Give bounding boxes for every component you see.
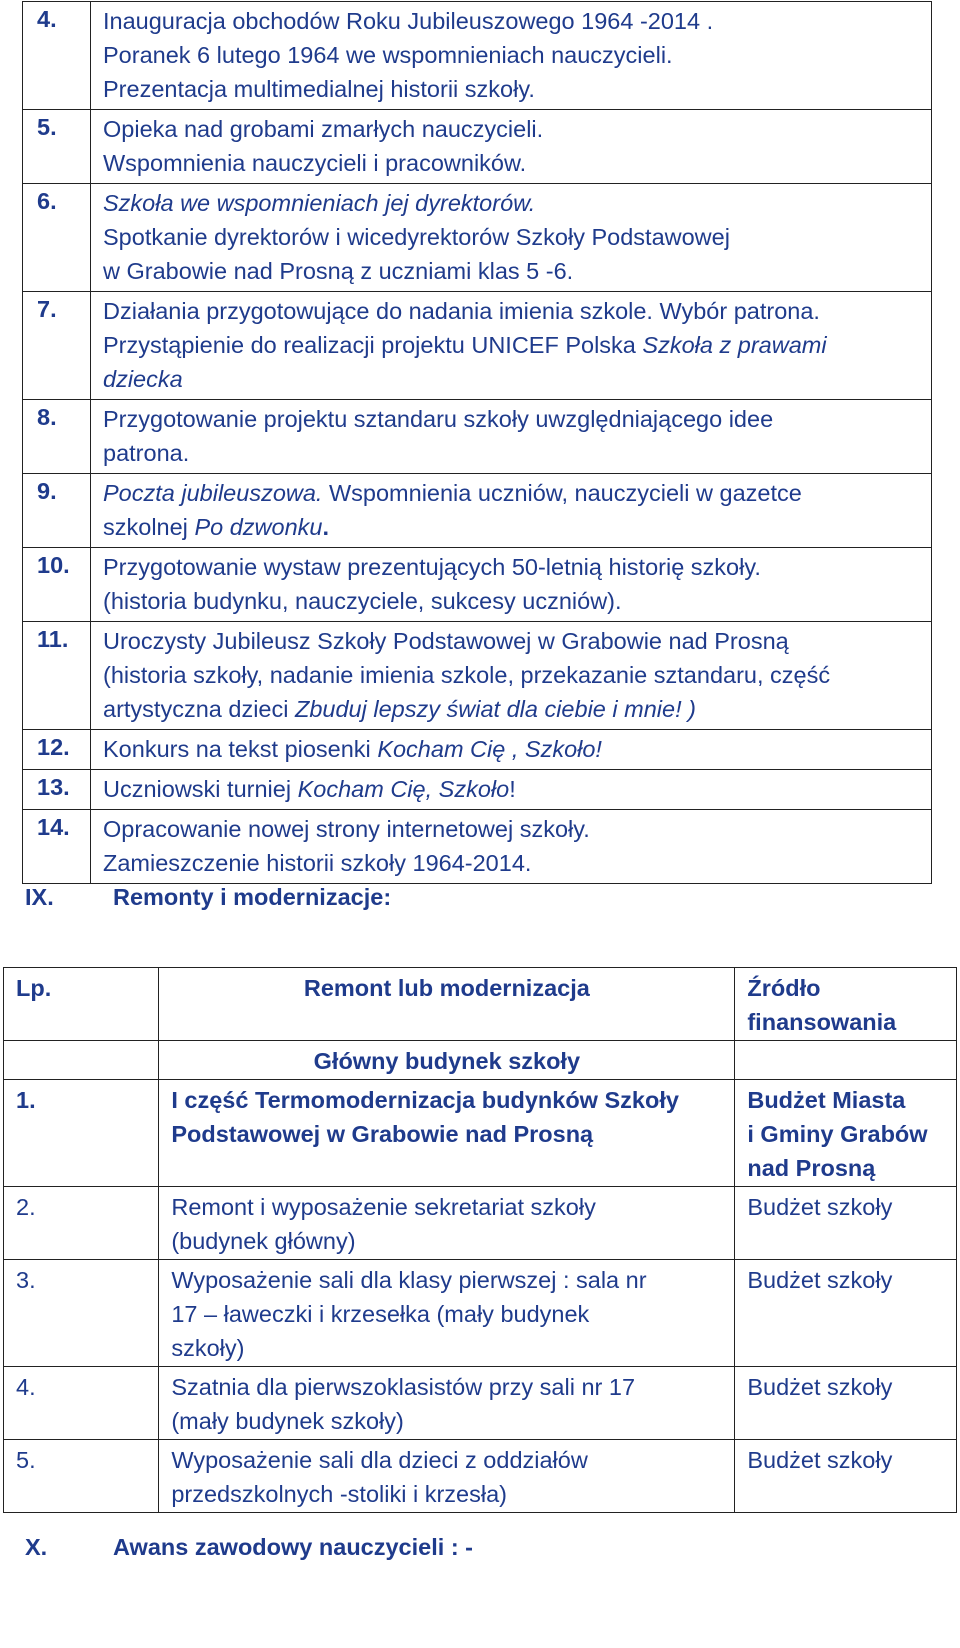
event-line: [103, 328, 919, 362]
event-text-segment: Szkoła we wspomnieniach jej dyrektorów.: [103, 190, 536, 216]
event-text-segment: Uroczysty Jubileusz Szkoły Podstawowej w Grabowie nad Prosną: [103, 628, 789, 654]
event-row: [23, 110, 932, 184]
events-table-body: [23, 2, 932, 884]
renovation-source-line: Budżet szkoły: [747, 1267, 893, 1293]
event-text-segment: Konkurs na tekst piosenki: [103, 736, 378, 762]
renovation-item-line: Wyposażenie sali dla dzieci z oddziałów: [171, 1447, 588, 1473]
renovation-source: [735, 1440, 957, 1513]
event-description: [91, 730, 932, 770]
event-text-segment: dziecka: [103, 366, 183, 392]
renovation-item-line: 17 – ławeczki i krzesełka (mały budynek: [171, 1301, 590, 1327]
renovation-source-line: Budżet szkoły: [747, 1194, 893, 1220]
event-text-segment: Działania przygotowujące do nadania imienia szkole. Wybór patrona.: [103, 298, 820, 324]
header-source-line: Źródło: [747, 975, 821, 1001]
event-row: [23, 184, 932, 292]
event-text-segment: artystyczna dzieci: [103, 696, 295, 722]
event-line: [103, 220, 919, 254]
event-number: 14.: [23, 810, 91, 884]
event-text-segment: Uczniowski turniej: [103, 776, 298, 802]
event-number: 9.: [23, 474, 91, 548]
event-text-segment: patrona.: [103, 440, 190, 466]
renovation-lp: 4.: [4, 1367, 159, 1440]
event-number: 5.: [23, 110, 91, 184]
event-number: 7.: [23, 292, 91, 400]
renovation-source-line: nad Prosną: [747, 1155, 876, 1181]
event-line: [103, 254, 919, 288]
renovation-item: [159, 1080, 735, 1187]
event-number: 6.: [23, 184, 91, 292]
renovation-source: [735, 1260, 957, 1367]
renovation-row: [4, 1440, 957, 1513]
event-row: [23, 810, 932, 884]
renovation-lp: 3.: [4, 1260, 159, 1367]
section-x-title: Awans zawodowy nauczycieli : -: [113, 1534, 473, 1560]
event-line: [103, 436, 919, 470]
events-table: [22, 1, 932, 884]
event-number: 4.: [23, 2, 91, 110]
event-description: [91, 2, 932, 110]
event-line: [103, 402, 919, 436]
renovation-item: [159, 1367, 735, 1440]
renovation-item-line: Szatnia dla pierwszoklasistów przy sali nr 17: [171, 1374, 636, 1400]
event-text-segment: Wspomnienia uczniów, nauczycieli w gazetce: [322, 480, 802, 506]
renovation-item-line: (budynek główny): [171, 1228, 356, 1254]
renovation-item-line: przedszkolnych -stoliki i krzesła): [171, 1481, 507, 1507]
renovation-lp: 2.: [4, 1187, 159, 1260]
group-label: Główny budynek szkoły: [159, 1041, 735, 1080]
event-number: 11.: [23, 622, 91, 730]
event-row: [23, 730, 932, 770]
event-description: [91, 622, 932, 730]
renovations-table-body: [4, 968, 957, 1513]
renovation-item-line: Wyposażenie sali dla klasy pierwszej : sala nr: [171, 1267, 647, 1293]
section-ix-numeral: IX.: [25, 884, 54, 910]
event-line: [103, 186, 919, 220]
renovation-source-line: i Gminy Grabów: [747, 1121, 928, 1147]
event-text-segment: Spotkanie dyrektorów i wicedyrektorów Szkoły Podstawowej: [103, 224, 730, 250]
event-text-segment: Wspomnienia nauczycieli i pracowników.: [103, 150, 527, 176]
event-text-segment: Szkoła z prawami: [642, 332, 827, 358]
renovation-item-line: Podstawowej w Grabowie nad Prosną: [171, 1121, 594, 1147]
event-number: 10.: [23, 548, 91, 622]
event-text-segment: Kocham Cię, Szkoło: [297, 776, 510, 802]
event-line: [103, 146, 919, 180]
event-text-segment: Inauguracja obchodów Roku Jubileuszowego 1964 -2014 .: [103, 8, 714, 34]
event-line: [103, 692, 919, 726]
event-row: [23, 400, 932, 474]
event-text-segment: szkolnej: [103, 514, 195, 540]
event-line: [103, 112, 919, 146]
event-line: [103, 72, 919, 106]
event-line: [103, 510, 919, 544]
event-line: [103, 624, 919, 658]
event-number: 12.: [23, 730, 91, 770]
event-line: [103, 362, 919, 396]
event-line: [103, 772, 919, 806]
event-description: [91, 770, 932, 810]
event-text-segment: Zbuduj lepszy świat dla ciebie i mnie! ): [294, 696, 696, 722]
event-line: [103, 4, 919, 38]
event-line: [103, 584, 919, 618]
group-row: [4, 1041, 957, 1080]
renovation-row: [4, 1367, 957, 1440]
renovation-source: [735, 1367, 957, 1440]
renovations-table: [3, 967, 957, 1513]
event-line: [103, 550, 919, 584]
event-description: [91, 110, 932, 184]
event-line: [103, 812, 919, 846]
event-text-segment: w Grabowie nad Prosną z uczniami klas 5 -6.: [103, 258, 574, 284]
event-row: [23, 548, 932, 622]
renovations-header-row: [4, 968, 957, 1041]
event-description: [91, 548, 932, 622]
event-row: [23, 474, 932, 548]
event-text-segment: Przygotowanie wystaw prezentujących 50-letnią historię szkoły.: [103, 554, 761, 580]
event-description: [91, 474, 932, 548]
renovation-item-line: I część Termomodernizacja budynków Szkoły: [171, 1087, 679, 1113]
event-description: [91, 400, 932, 474]
event-line: [103, 732, 919, 766]
section-ix-title: Remonty i modernizacje:: [113, 884, 392, 910]
event-text-segment: Przystąpienie do realizacji projektu UNICEF Polska: [103, 332, 643, 358]
event-line: [103, 658, 919, 692]
event-row: [23, 292, 932, 400]
event-description: [91, 810, 932, 884]
event-text-segment: Po dzwonku: [194, 514, 323, 540]
event-text-segment: Poczta jubileuszowa.: [103, 480, 323, 506]
event-row: [23, 2, 932, 110]
renovation-source-line: Budżet szkoły: [747, 1374, 893, 1400]
event-text-segment: .: [322, 514, 329, 540]
event-description: [91, 184, 932, 292]
renovation-item-line: Remont i wyposażenie sekretariat szkoły: [171, 1194, 596, 1220]
event-text-segment: Opracowanie nowej strony internetowej szkoły.: [103, 816, 590, 842]
event-number: 8.: [23, 400, 91, 474]
renovation-lp: 5.: [4, 1440, 159, 1513]
section-ix-heading: [25, 884, 391, 911]
renovation-item: [159, 1187, 735, 1260]
event-text-segment: (historia budynku, nauczyciele, sukcesy uczniów).: [103, 588, 622, 614]
event-text-segment: !: [509, 776, 516, 802]
renovation-row: [4, 1260, 957, 1367]
event-text-segment: (historia szkoły, nadanie imienia szkole, przekazanie sztandaru, część: [103, 662, 831, 688]
event-line: [103, 846, 919, 880]
event-description: [91, 292, 932, 400]
section-x-numeral: X.: [25, 1534, 48, 1560]
renovation-item: [159, 1440, 735, 1513]
event-line: [103, 38, 919, 72]
event-text-segment: Przygotowanie projektu sztandaru szkoły uwzględniającego idee: [103, 406, 774, 432]
event-row: [23, 622, 932, 730]
event-line: [103, 476, 919, 510]
renovation-item-line: szkoły): [171, 1335, 245, 1361]
section-x-heading: [25, 1534, 473, 1561]
event-text-segment: Poranek 6 lutego 1964 we wspomnieniach nauczycieli.: [103, 42, 673, 68]
renovation-row: [4, 1187, 957, 1260]
event-number: 13.: [23, 770, 91, 810]
renovation-lp: 1.: [4, 1080, 159, 1187]
group-empty-cell: [4, 1041, 159, 1080]
header-source-line: finansowania: [747, 1009, 897, 1035]
renovation-source: [735, 1187, 957, 1260]
header-source: [735, 968, 957, 1041]
header-item: Remont lub modernizacja: [159, 968, 735, 1041]
event-text-segment: Opieka nad grobami zmarłych nauczycieli.: [103, 116, 544, 142]
renovation-source: [735, 1080, 957, 1187]
event-row: [23, 770, 932, 810]
event-line: [103, 294, 919, 328]
header-lp: Lp.: [4, 968, 159, 1041]
renovation-row: [4, 1080, 957, 1187]
group-empty-cell: [735, 1041, 957, 1080]
renovation-source-line: Budżet Miasta: [747, 1087, 906, 1113]
renovation-source-line: Budżet szkoły: [747, 1447, 893, 1473]
renovation-item: [159, 1260, 735, 1367]
event-text-segment: Kocham Cię , Szkoło!: [377, 736, 602, 762]
renovation-item-line: (mały budynek szkoły): [171, 1408, 404, 1434]
event-text-segment: Prezentacja multimedialnej historii szkoły.: [103, 76, 535, 102]
event-text-segment: Zamieszczenie historii szkoły 1964-2014.: [103, 850, 532, 876]
